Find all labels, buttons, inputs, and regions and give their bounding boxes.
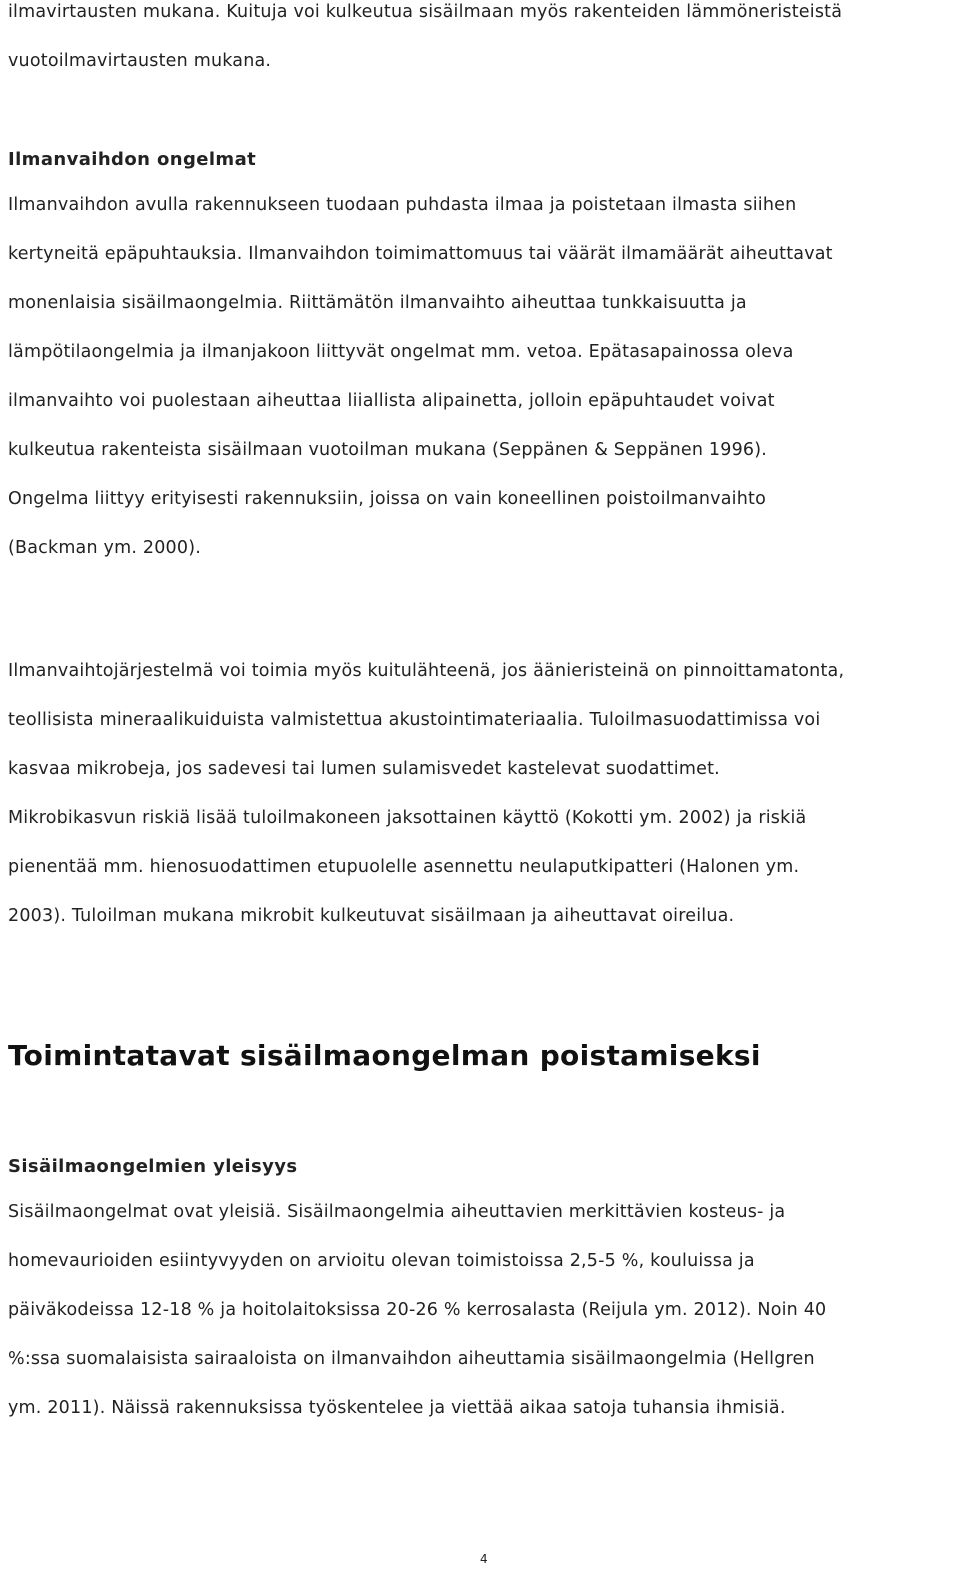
text-line: Ongelma liittyy erityisesti rakennuksiin, joissa on vain koneellinen poistoilmanvaihto (8, 489, 766, 509)
section-title: Toimintatavat sisäilmaongelman poistamiseksi (8, 1039, 761, 1072)
paragraph-ventilation (8, 181, 958, 573)
text-line: monenlaisia sisäilmaongelmia. Riittämätön ilmanvaihto aiheuttaa tunkkaisuutta ja (8, 293, 747, 313)
text-line: ilmanvaihto voi puolestaan aiheuttaa liiallista alipainetta, jolloin epäpuhtaudet voivat (8, 391, 775, 411)
text-line: Sisäilmaongelmat ovat yleisiä. Sisäilmaongelmia aiheuttavien merkittävien kosteus- ja (8, 1202, 786, 1222)
text-line: päiväkodeissa 12-18 % ja hoitolaitoksissa 20-26 % kerrosalasta (Reijula ym. 2012). Noin 40 (8, 1300, 827, 1320)
paragraph-fibres (8, 647, 958, 941)
text-line: vuotoilmavirtausten mukana. (8, 51, 272, 71)
top-paragraph (8, 0, 958, 86)
page-number: 4 (480, 1552, 488, 1566)
text-line: Mikrobikasvun riskiä lisää tuloilmakoneen jaksottainen käyttö (Kokotti ym. 2002) ja riskiä (8, 808, 807, 828)
text-line: ym. 2011). Näissä rakennuksissa työskentelee ja viettää aikaa satoja tuhansia ihmisiä. (8, 1398, 786, 1418)
text-line: %:ssa suomalaisista sairaaloista on ilmanvaihdon aiheuttamia sisäilmaongelmia (Hellgren (8, 1349, 815, 1369)
text-line: 2003). Tuloilman mukana mikrobit kulkeutuvat sisäilmaan ja aiheuttavat oireilua. (8, 906, 735, 926)
text-line: homevaurioiden esiintyvyyden on arvioitu olevan toimistoissa 2,5-5 %, kouluissa ja (8, 1251, 755, 1271)
text-line: Ilmanvaihdon avulla rakennukseen tuodaan puhdasta ilmaa ja poistetaan ilmasta siihen (8, 195, 797, 215)
text-line: kulkeutua rakenteista sisäilmaan vuotoilman mukana (Seppänen & Seppänen 1996). (8, 440, 768, 460)
paragraph-prevalence (8, 1188, 958, 1433)
text-line: pienentää mm. hienosuodattimen etupuolelle asennettu neulaputkipatteri (Halonen ym. (8, 857, 800, 877)
section-heading-prevalence: Sisäilmaongelmien yleisyys (8, 1156, 298, 1177)
text-line: teollisista mineraalikuiduista valmistettua akustointimateriaalia. Tuloilmasuodattimissa voi (8, 710, 821, 730)
text-line: Ilmanvaihtojärjestelmä voi toimia myös kuitulähteenä, jos äänieristeinä on pinnoittamatonta, (8, 661, 845, 681)
text-line: (Backman ym. 2000). (8, 538, 201, 558)
text-line: kasvaa mikrobeja, jos sadevesi tai lumen sulamisvedet kastelevat suodattimet. (8, 759, 720, 779)
text-line: ilmavirtausten mukana. Kuituja voi kulkeutua sisäilmaan myös rakenteiden lämmöneristeistä (8, 2, 843, 22)
text-line: kertyneitä epäpuhtauksia. Ilmanvaihdon toimimattomuus tai väärät ilmamäärät aiheuttavat (8, 244, 833, 264)
section-heading-ventilation: Ilmanvaihdon ongelmat (8, 149, 257, 170)
text-line: lämpötilaongelmia ja ilmanjakoon liittyvät ongelmat mm. vetoa. Epätasapainossa oleva (8, 342, 794, 362)
